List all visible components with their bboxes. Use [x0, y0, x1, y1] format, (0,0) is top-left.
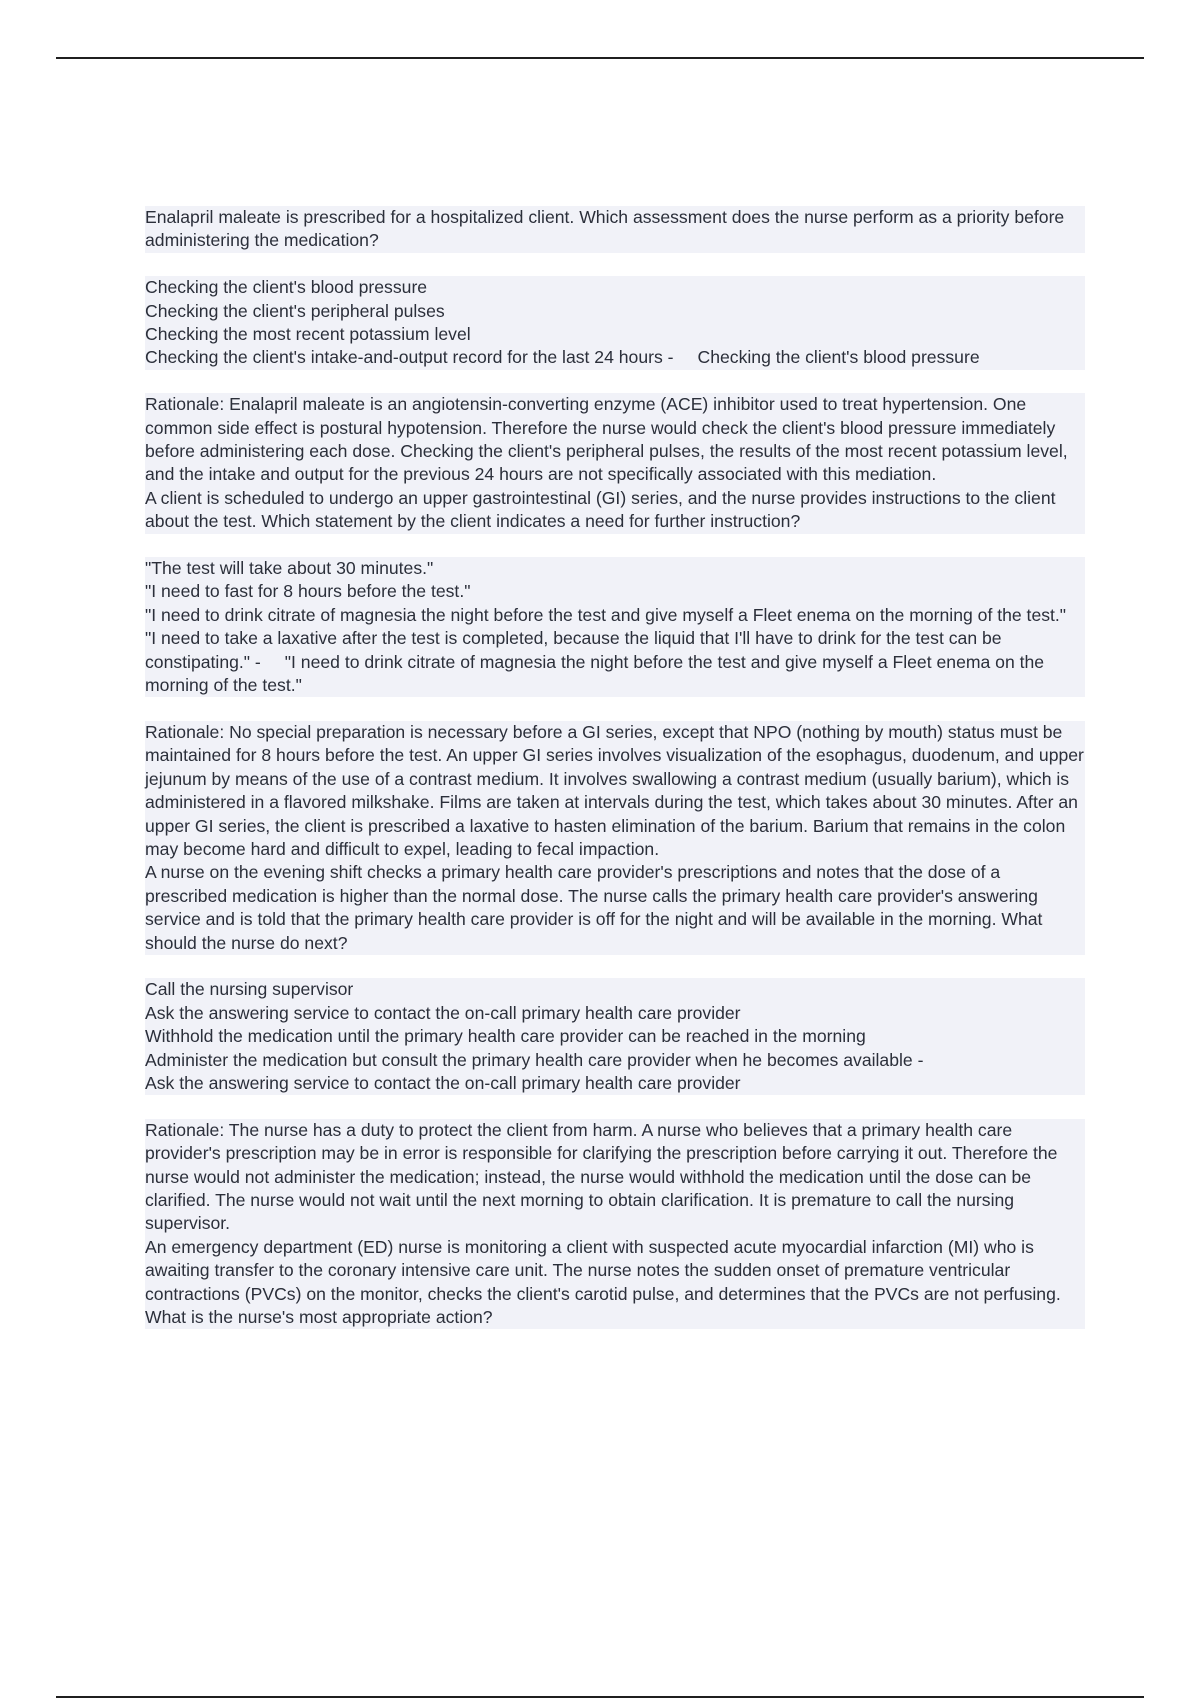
question-2-option-3: "I need to drink citrate of magnesia the night before the test and give myself a Fleet enema on the morning of the test." [145, 604, 1067, 625]
question-2-option-4: "I need to take a laxative after the test is completed, because the liquid that I'll have to drink for the test can be constipating." - [145, 628, 1002, 672]
question-1-option-4: Checking the client's intake-and-output record for the last 24 hours - [145, 347, 674, 368]
question-2-answer: "I need to drink citrate of magnesia the night before the test and give myself a Fleet enema on the morning of the test." [145, 651, 1045, 696]
question-2-rationale: Rationale: No special preparation is necessary before a GI series, except that NPO (nothing by mouth) status must be maintained for 8 hours before the test. An upper GI series involves visualization of the esophagus, duodenum, and upper jejunum by means of the use of a contrast medium. It involves swallowing a contrast medium (usually barium), which is administered in a flavored milkshake. Films are taken at intervals during the test, which takes about 30 minutes. After an upper GI series, the client is prescribed a laxative to hasten elimination of the barium. Barium that remains in the colon may become hard and difficult to expel, leading to fecal impaction. [145, 721, 1085, 861]
question-1-answer: Checking the client's blood pressure [697, 347, 980, 368]
question-2-options [145, 557, 1085, 697]
question-2-option-2: "I need to fast for 8 hours before the test." [145, 581, 471, 602]
question-3-rationale: Rationale: The nurse has a duty to protect the client from harm. A nurse who believes that a primary health care provider's prescription may be in error is responsible for clarifying the prescription before carrying it out. Therefore the nurse would not administer the medication; instead, the nurse would withhold the medication until the dose can be clarified. The nurse would not wait until the next morning to obtain clarification. It is premature to call the nursing supervisor. [145, 1119, 1085, 1236]
question-3-option-3: Withhold the medication until the primary health care provider can be reached in the morning [145, 1026, 866, 1047]
question-3-option-2: Ask the answering service to contact the on-call primary health care provider [145, 1002, 741, 1023]
question-1-option-2: Checking the client's peripheral pulses [145, 300, 445, 321]
question-1-option-3: Checking the most recent potassium level [145, 324, 471, 345]
question-3-options [145, 978, 1085, 1095]
question-1-rationale: Rationale: Enalapril maleate is an angiotensin-converting enzyme (ACE) inhibitor used to treat hypertension. One common side effect is postural hypotension. Therefore the nurse would check the client's blood pressure immediately before administering each dose. Checking the client's peripheral pulses, the results of the most recent potassium level, and the intake and output for the previous 24 hours are not specifically associated with this mediation. [145, 393, 1085, 487]
question-3-text: A nurse on the evening shift checks a primary health care provider's prescriptions and notes that the dose of a prescribed medication is higher than the normal dose. The nurse calls the primary health care provider's answering service and is told that the primary health care provider is off for the night and will be available in the morning. What should the nurse do next? [145, 861, 1085, 955]
question-3-option-4: Administer the medication but consult the primary health care provider when he becomes available - [145, 1049, 924, 1070]
footer-rule [56, 1696, 1144, 1698]
question-1-options [145, 276, 1085, 370]
question-2-text: A client is scheduled to undergo an upper gastrointestinal (GI) series, and the nurse provides instructions to the client about the test. Which statement by the client indicates a need for further instruction? [145, 487, 1085, 534]
question-1-text: Enalapril maleate is prescribed for a hospitalized client. Which assessment does the nurse perform as a priority before administering the medication? [145, 206, 1085, 253]
document-body [145, 206, 1085, 1329]
question-4-text: An emergency department (ED) nurse is monitoring a client with suspected acute myocardial infarction (MI) who is awaiting transfer to the coronary intensive care unit. The nurse notes the sudden onset of premature ventricular contractions (PVCs) on the monitor, checks the client's carotid pulse, and determines that the PVCs are not perfusing. What is the nurse's most appropriate action? [145, 1236, 1085, 1330]
question-3-answer: Ask the answering service to contact the on-call primary health care provider [145, 1072, 741, 1093]
question-2-option-4-with-answer [145, 627, 1085, 697]
header-rule [56, 57, 1144, 59]
question-1-option-4-with-answer [145, 346, 1085, 369]
question-1-option-1: Checking the client's blood pressure [145, 277, 428, 298]
question-2-option-1: "The test will take about 30 minutes." [145, 558, 434, 579]
question-3-option-1: Call the nursing supervisor [145, 979, 354, 1000]
